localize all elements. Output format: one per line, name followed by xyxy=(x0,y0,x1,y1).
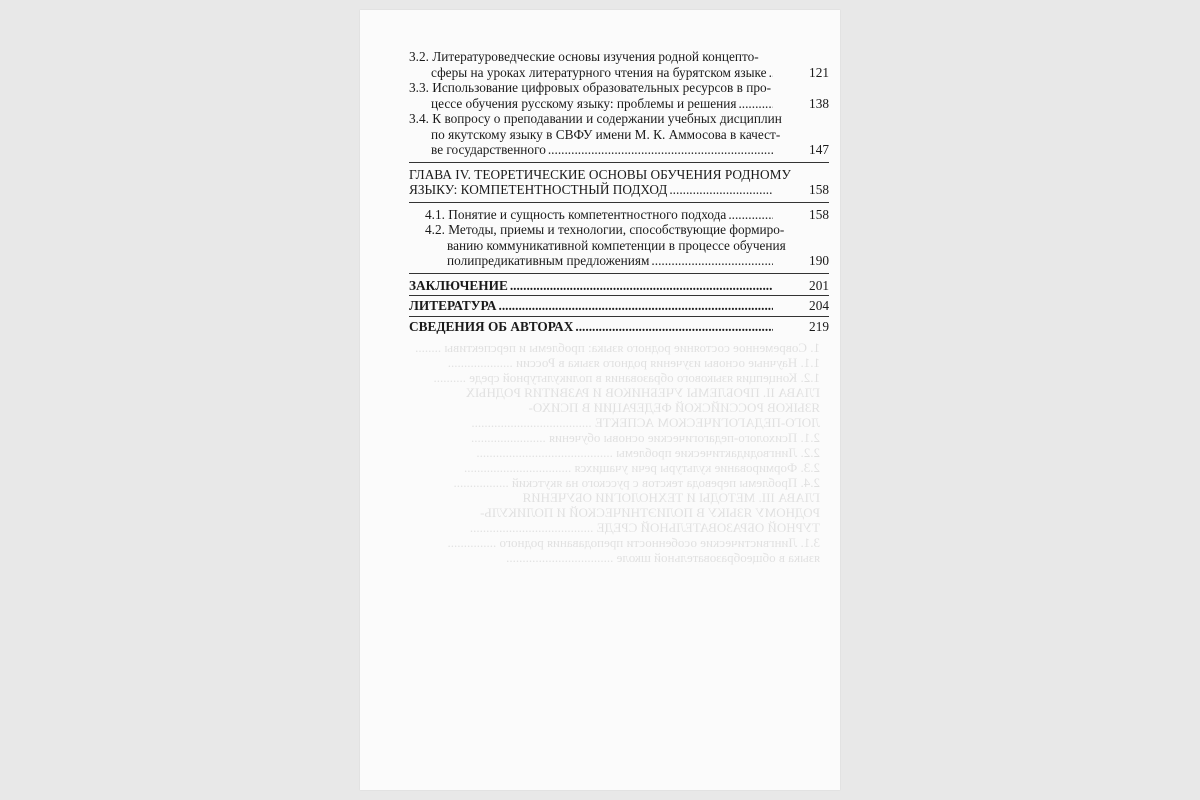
divider xyxy=(409,162,829,163)
toc-page-number: 121 xyxy=(809,64,829,80)
leader-dots xyxy=(651,253,773,269)
book-page xyxy=(360,10,840,790)
leader-dots xyxy=(548,142,773,158)
toc-entry-line: Методы, приемы и технологии, способствующие формиро- xyxy=(448,222,785,237)
divider xyxy=(409,202,829,203)
toc-entry-line: ве государственного xyxy=(431,142,546,157)
toc-page-number: 158 xyxy=(809,206,829,222)
toc-conclusion xyxy=(409,278,829,294)
toc-authors xyxy=(409,319,829,335)
toc-section-label: ЗАКЛЮЧЕНИЕ xyxy=(409,277,508,293)
toc-entry-number: 3.3. xyxy=(409,80,429,95)
toc-chapter-line: ЯЗЫКУ: КОМПЕТЕНТНОСТНЫЙ ПОДХОД xyxy=(409,182,668,197)
toc-entry-line: сферы на уроках литературного чтения на бурятском языке xyxy=(431,64,767,80)
toc-entry-line: ванию коммуникативной компетенции в процессе обучения xyxy=(447,237,786,253)
toc-entry-line: К вопросу о преподавании и содержании учебных дисциплин xyxy=(432,111,782,126)
divider xyxy=(409,295,829,296)
leader-dots xyxy=(575,319,773,335)
toc-entry-line: по якутскому языку в СВФУ имени М. К. Аммосова в качест- xyxy=(431,126,781,142)
toc-page-number: 147 xyxy=(809,142,829,157)
toc-entry-number: 3.2. xyxy=(409,49,429,64)
toc-entry-3-3 xyxy=(409,80,829,111)
leader-dots xyxy=(669,182,773,198)
toc-entry-4-1 xyxy=(409,207,829,223)
toc-entry-line: Использование цифровых образовательных ресурсов в про- xyxy=(432,80,772,95)
toc-page-number: 138 xyxy=(809,95,829,111)
leader-dots xyxy=(499,298,774,314)
toc-entry-3-4 xyxy=(409,111,829,158)
toc-chapter-line: ГЛАВА IV. ТЕОРЕТИЧЕСКИЕ ОСНОВЫ ОБУЧЕНИЯ РОДНОМУ xyxy=(409,166,791,182)
toc-entry-number: 4.1. xyxy=(425,206,445,222)
leader-dots xyxy=(769,65,773,81)
toc-entry-number: 3.4. xyxy=(409,111,429,126)
toc-section-label: ЛИТЕРАТУРА xyxy=(409,298,497,313)
bleed-through-text: 1. Современное состояние родного языка: проблемы и перспективы ........ 1.1. Научные основы изучения родного языка в России .................... 1.2. Концепция языкового образования в поликультурной среде .......... ГЛАВА II. ПРОБЛЕМЫ УЧЕБНИКОВ И РАЗВИТИЯ РОДНЫХ ЯЗЫКОВ РОССИЙСКОЙ ФЕДЕРАЦИИ В ПСИХО- ЛОГО-ПЕДАГОГИЧЕСКОМ АСПЕКТЕ ..................................... 2.1. Психолого-педагогические основы обучения ....................... 2.2. Лингводидактические проблемы .......................................... 2.3. Формирование культуры речи учащихся ................................. 2.4. Проблемы перевода текстов с русского на якутский ................. ГЛАВА III. МЕТОДЫ И ТЕХНОЛОГИИ ОБУЧЕНИЯ РОДНОМУ ЯЗЫКУ В ПОЛИЭТНИЧЕСКОЙ И ПОЛИКУЛЬ- ТУРНОЙ ОБРАЗОВАТЕЛЬНОЙ СРЕДЕ ...................................... 3.1. Лингвистические особенности преподавания родного ............... языка в общеобразовательной школе ................................. xyxy=(415,340,820,565)
divider xyxy=(409,316,829,317)
toc-chapter-4 xyxy=(409,167,829,198)
toc-entry-line: Литературоведческие основы изучения родной концепто- xyxy=(432,49,759,64)
toc-entry-line: полипредикативным предложениям xyxy=(447,253,650,268)
toc-entry-3-2 xyxy=(409,49,829,80)
toc-entry-number: 4.2. xyxy=(425,222,445,237)
leader-dots xyxy=(510,278,773,294)
toc-entry-4-2 xyxy=(409,222,829,269)
table-of-contents xyxy=(409,49,829,334)
toc-page-number: 204 xyxy=(809,298,829,313)
toc-page-number: 201 xyxy=(809,277,829,293)
leader-dots xyxy=(728,207,773,223)
toc-page-number: 190 xyxy=(809,253,829,268)
toc-page-number: 158 xyxy=(809,182,829,197)
toc-entry-line: цессе обучения русскому языку: проблемы и решения xyxy=(431,95,737,111)
toc-page-number: 219 xyxy=(809,318,829,334)
toc-section-label: СВЕДЕНИЯ ОБ АВТОРАХ xyxy=(409,318,574,334)
toc-literature xyxy=(409,298,829,314)
divider xyxy=(409,273,829,274)
toc-entry-line: Понятие и сущность компетентностного подхода xyxy=(448,206,727,222)
leader-dots xyxy=(738,96,773,112)
